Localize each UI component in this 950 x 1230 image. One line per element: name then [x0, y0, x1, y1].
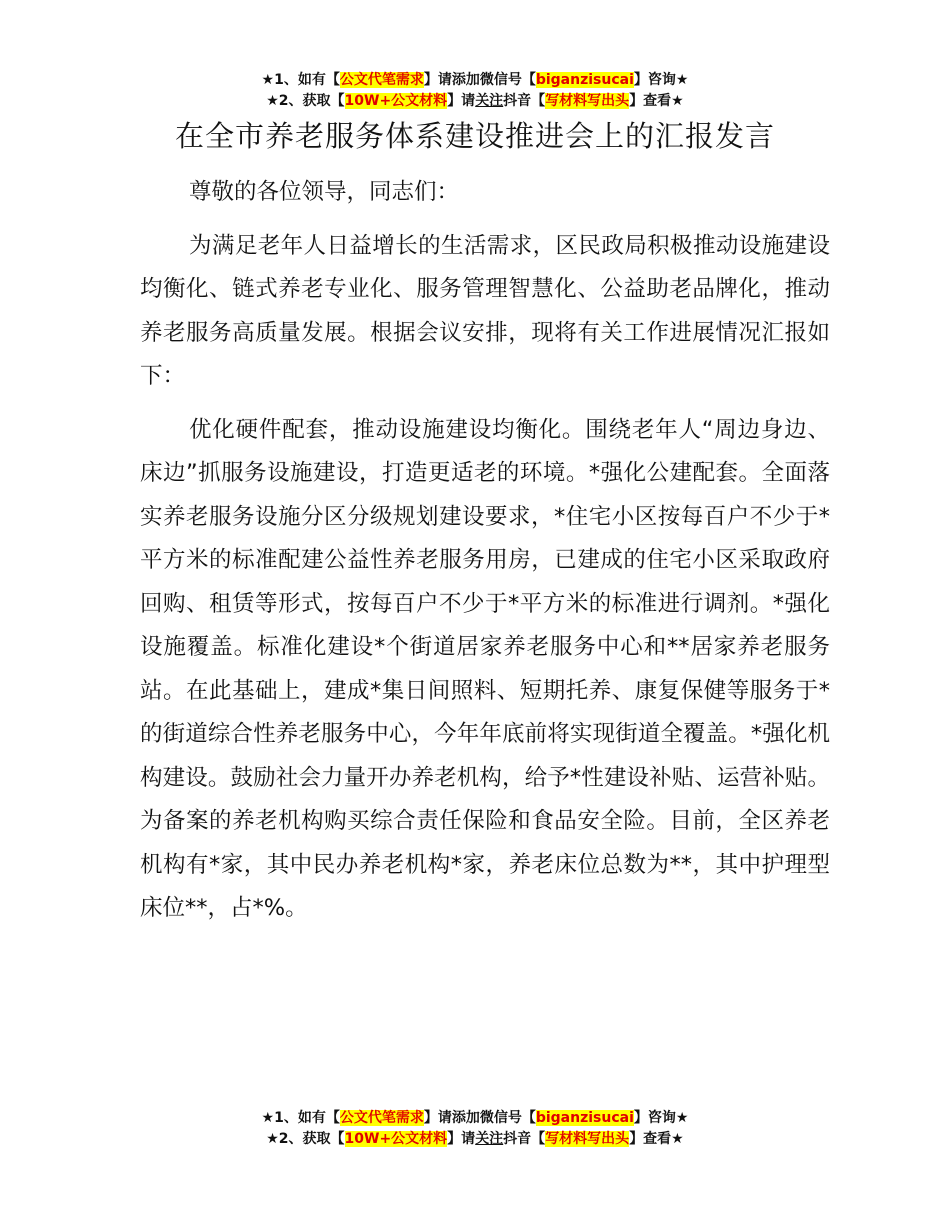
promo-text: 抖音【 [503, 93, 546, 109]
promo-text: ★2、获取【 [266, 93, 345, 109]
promo-text: 添加 [451, 72, 480, 88]
promo-line-2 [0, 1129, 950, 1150]
promo-text: 】请 [447, 1131, 476, 1147]
promo-text: 微信号【 [479, 1110, 536, 1126]
promo-text: ★1、如有【 [261, 1110, 340, 1126]
promo-highlight: 10W+公文材料 [344, 1131, 448, 1147]
document-title: 在全市养老服务体系建设推进会上的汇报发言 [174, 119, 775, 153]
promo-text: 】咨询★ [633, 72, 689, 88]
promo-highlight: 10W+公文材料 [344, 93, 448, 109]
promo-text: ★1、如有【 [261, 72, 340, 88]
promo-highlight: biganzisucai [535, 72, 634, 88]
promo-text: 】请 [423, 72, 452, 88]
document-body [140, 171, 830, 941]
promo-text: 微信号【 [479, 72, 536, 88]
promo-text: 】查看★ [629, 93, 684, 109]
promo-text: 】查看★ [629, 1131, 684, 1147]
promo-line-1 [0, 70, 950, 91]
promo-highlight: 写材料写出头 [545, 1131, 630, 1147]
promo-text: ★2、获取【 [266, 1131, 345, 1147]
paragraph: 优化硬件配套，推动设施建设均衡化。围绕老年人“周边身边、床边”抓服务设施建设，打造更适老的环境。*强化公建配套。全面落实养老服务设施分区分级规划建设要求，*住宅小区按每百户不少于*平方米的标准配建公益性养老服务用房，已建成的住宅小区采取政府回购、租赁等形式，按每百户不少于*平方米的标准进行调剂。*强化设施覆盖。标准化建设*个街道居家养老服务中心和**居家养老服务站。在此基础上，建成*集日间照料、短期托养、康复保健等服务于*的街道综合性养老服务中心，今年年底前将实现街道全覆盖。*强化机构建设。鼓励社会力量开办养老机构，给予*性建设补贴、运营补贴。为备案的养老机构购买综合责任保险和食品安全险。目前，全区养老机构有*家，其中民办养老机构*家，养老床位总数为**，其中护理型床位**，占*%。 [140, 416, 830, 921]
promo-highlight: 公文代笔需求 [339, 72, 424, 88]
promo-text: 】咨询★ [633, 1110, 689, 1126]
promo-text: 】请 [447, 93, 476, 109]
promo-highlight: 写材料写出头 [545, 93, 630, 109]
promo-line-1 [0, 1108, 950, 1129]
paragraph: 为满足老年人日益增长的生活需求，区民政局积极推动设施建设均衡化、链式养老专业化、服务管理智慧化、公益助老品牌化，推动养老服务高质量发展。根据会议安排，现将有关工作进展情况汇报如下： [140, 232, 830, 389]
promo-footer [0, 1108, 950, 1150]
promo-text: 添加 [451, 1110, 480, 1126]
promo-line-2 [0, 91, 950, 112]
promo-text: 关注 [475, 93, 504, 109]
promo-text: 关注 [475, 1131, 504, 1147]
promo-highlight: 公文代笔需求 [339, 1110, 424, 1126]
salutation: 尊敬的各位领导，同志们： [189, 179, 460, 205]
promo-header [0, 70, 950, 112]
promo-text: 】请 [423, 1110, 452, 1126]
promo-text: 抖音【 [503, 1131, 546, 1147]
promo-highlight: biganzisucai [535, 1110, 634, 1126]
